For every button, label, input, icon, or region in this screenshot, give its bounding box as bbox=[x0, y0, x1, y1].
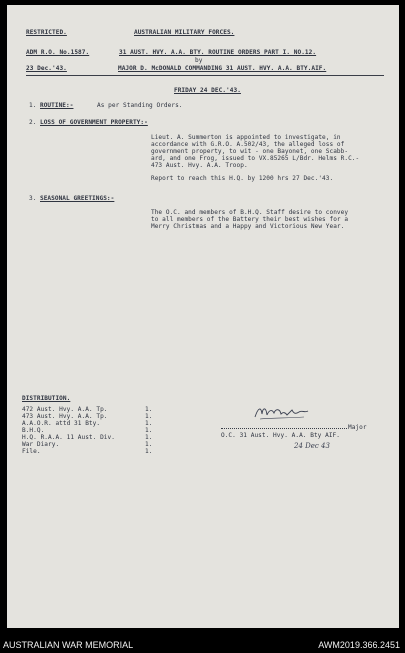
distribution-count: 1. bbox=[145, 448, 153, 455]
item-number: 1. bbox=[29, 102, 37, 109]
item-line: Lieut. A. Summerton is appointed to investigate, in bbox=[151, 134, 341, 141]
distribution-row: 473 Aust. Hvy. A.A. Tp. bbox=[22, 413, 108, 420]
distribution-count: 1. bbox=[145, 406, 153, 413]
distribution-row: War Diary. bbox=[22, 441, 60, 448]
distribution-heading: DISTRIBUTION. bbox=[22, 395, 71, 402]
footer-source: AUSTRALIAN WAR MEMORIAL bbox=[3, 640, 134, 650]
header-rule bbox=[26, 75, 384, 76]
distribution-count: 1. bbox=[145, 427, 153, 434]
footer-bar bbox=[0, 636, 405, 653]
signature-rank: Major bbox=[348, 424, 367, 431]
item-number: 2. bbox=[29, 119, 37, 126]
orders-title: 31 AUST. HVY. A.A. BTY. ROUTINE ORDERS PART I. NO.12. bbox=[119, 49, 317, 56]
commander: MAJOR D. McDONALD COMMANDING 31 AUST. HVY. A.A. BTY.AIF. bbox=[118, 65, 327, 72]
classification: RESTRICTED. bbox=[26, 29, 67, 36]
signature-line bbox=[221, 428, 347, 429]
handwritten-date: 24 Dec 43 bbox=[294, 442, 330, 450]
distribution-count: 1. bbox=[145, 413, 153, 420]
item-line: accordance with G.R.O. A.502/43, the alleged loss of bbox=[151, 141, 345, 148]
item-line: ard, and one Frog, issued to VX.85265 L/Bdr. Helms R.C.- bbox=[151, 155, 360, 162]
item-line: to all members of the Battery their best wishes for a bbox=[151, 216, 349, 223]
distribution-row: B.H.Q. bbox=[22, 427, 45, 434]
item-line: The O.C. and members of B.H.Q. Staff desire to convey bbox=[151, 209, 349, 216]
distribution-row: File. bbox=[22, 448, 41, 455]
orders-date: 23 Dec.'43. bbox=[26, 65, 67, 72]
item-heading: LOSS OF GOVERNMENT PROPERTY:- bbox=[40, 119, 148, 126]
item-line: government property, to wit - one Bayonet, one Scabb- bbox=[151, 148, 349, 155]
distribution-row: A.A.O.R. attd 31 Bty. bbox=[22, 420, 101, 427]
orders-by: by bbox=[195, 57, 203, 64]
document-sheet bbox=[7, 5, 399, 628]
item-heading: ROUTINE:- bbox=[40, 102, 74, 109]
item-number: 3. bbox=[29, 195, 37, 202]
adm-number: ADM R.O. No.1587. bbox=[26, 49, 90, 56]
unit-title: AUSTRALIAN MILITARY FORCES. bbox=[134, 29, 235, 36]
footer-accession: AWM2019.366.2451 bbox=[318, 640, 400, 650]
day-heading: FRIDAY 24 DEC.'43. bbox=[174, 87, 241, 94]
item-line: 473 Aust. Hvy. A.A. Troop. bbox=[151, 162, 248, 169]
distribution-count: 1. bbox=[145, 434, 153, 441]
distribution-row: 472 Aust. Hvy. A.A. Tp. bbox=[22, 406, 108, 413]
item-heading: SEASONAL GREETINGS:- bbox=[40, 195, 115, 202]
item-report: Report to reach this H.Q. by 1200 hrs 27 Dec.'43. bbox=[151, 175, 334, 182]
handwritten-signature bbox=[252, 404, 314, 422]
distribution-count: 1. bbox=[145, 420, 153, 427]
distribution-count: 1. bbox=[145, 441, 153, 448]
signature-title: O.C. 31 Aust. Hvy. A.A. Bty AIF. bbox=[221, 432, 340, 439]
item-text: As per Standing Orders. bbox=[97, 102, 183, 109]
distribution-row: H.Q. R.A.A. 11 Aust. Div. bbox=[22, 434, 115, 441]
item-line: Merry Christmas and a Happy and Victorious New Year. bbox=[151, 223, 345, 230]
